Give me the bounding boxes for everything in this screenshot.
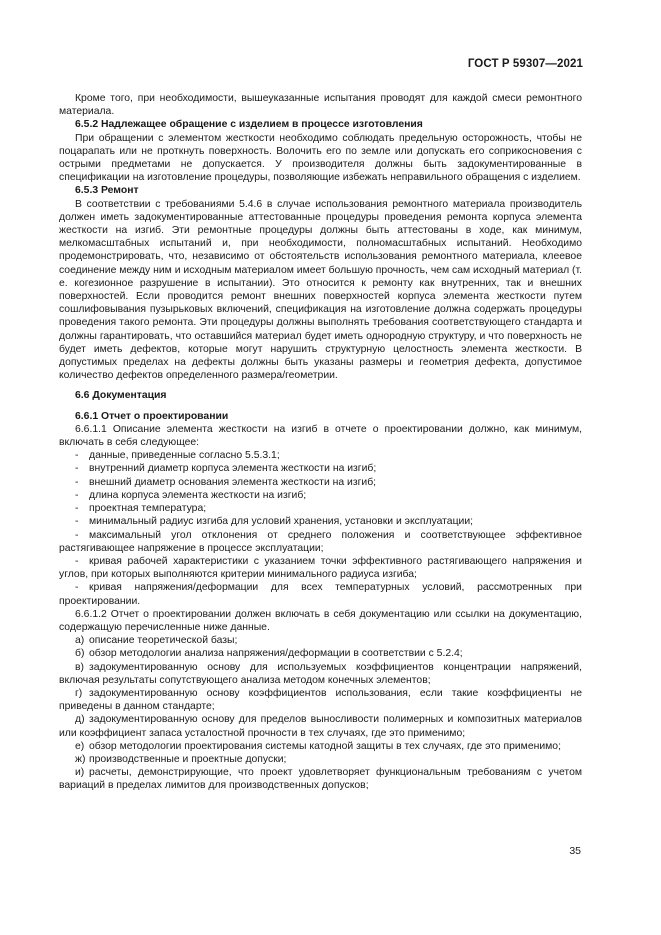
list-item-text: обзор методологии проектирования системы катодной защиты в тех случаях, где это применимо; (89, 740, 561, 752)
list-marker: д) (75, 714, 85, 726)
list-item-text: описание теоретической базы; (89, 635, 238, 647)
list-item (59, 489, 582, 502)
list-item-text: проектная температура; (89, 503, 207, 515)
list-marker: е) (75, 740, 85, 752)
page-content (59, 92, 582, 793)
list-item (59, 581, 582, 607)
list-item (59, 462, 582, 475)
page-number: 35 (569, 845, 581, 857)
list-marker: г) (75, 687, 83, 699)
list-marker: - (75, 503, 79, 515)
list-item-text: кривая рабочей характеристики с указанием точки эффективного растягивающего напряжения и углов, при которых выполняются критерии минимального радиуса изгиба; (59, 555, 582, 581)
list-item-text: кривая напряжения/деформации для всех температурных условий, рассмотренных при проектировании. (59, 582, 582, 607)
paragraph: 6.6.1.1 Описание элемента жесткости на изгиб в отчете о проектировании должно, как минимум, включать в себя следующее: (59, 423, 582, 449)
list-item (59, 476, 582, 489)
list-item-text: внутренний диаметр корпуса элемента жесткости на изгиб; (89, 463, 377, 475)
list-item-text: длина корпуса элемента жесткости на изгиб; (89, 489, 307, 501)
subsection-heading: 6.5.2 Надлежащее обращение с изделием в процессе изготовления (75, 119, 423, 131)
list-item-text: максимальный угол отклонения от среднего положения и соответствующее эффективное растягивающее напряжение в процессе эксплуатации; (59, 529, 582, 554)
list-item-text: расчеты, демонстрирующие, что проект удовлетворяет функциональным требованиям с учетом вариаций в пределах лимитов для производственных допусков; (59, 767, 582, 792)
list-item-text: данные, приведенные согласно 5.5.3.1; (89, 450, 280, 462)
list-marker: а) (75, 635, 85, 647)
list-item (59, 687, 582, 713)
list-marker: - (75, 516, 79, 528)
list-item (59, 713, 582, 739)
section-heading: 6.6 Документация (75, 390, 167, 402)
paragraph: Кроме того, при необходимости, вышеуказанные испытания проводят для каждой смеси ремонтного материала. (59, 93, 582, 118)
subsection-heading: 6.6.1 Отчет о проектировании (75, 410, 229, 422)
paragraph: При обращении с элементом жесткости необходимо соблюдать предельную осторожность, чтобы не поцарапать или не проткнуть поверхность. Волочить его по земле или допускать его соприкосновения с острыми предметами не допускается. У производителя должны быть задокументированные в спецификации на изготовление процедуры, позволяющие избежать неправильного обращения с изделием. (59, 132, 582, 184)
list-item-text: внешний диаметр основания элемента жесткости на изгиб; (89, 476, 377, 488)
subsection-heading: 6.5.3 Ремонт (75, 185, 139, 197)
paragraph: 6.6.1.2 Отчет о проектировании должен включать в себя документацию или ссылки на документацию, содержащую перечисленные ниже данные. (59, 608, 582, 633)
list-item-text: задокументированную основу для пределов выносливости полимерных и композитных материалов или коэффициент запаса усталостной прочности в тех случаях, где это применимо; (59, 714, 582, 739)
list-item-text: обзор методологии анализа напряжения/деформации в соответствии с 5.2.4; (89, 648, 463, 660)
standard-header: ГОСТ Р 59307—2021 (467, 58, 583, 70)
list-item (59, 529, 582, 555)
list-marker: - (75, 555, 79, 567)
list-marker: - (75, 463, 79, 475)
list-item (59, 766, 582, 792)
list-marker: - (75, 450, 79, 462)
list-item (59, 555, 582, 581)
list-marker: б) (75, 648, 85, 660)
list-item (59, 515, 582, 528)
list-marker: - (75, 476, 79, 488)
list-marker: - (75, 582, 79, 594)
list-marker: в) (75, 661, 84, 673)
list-marker: - (75, 489, 79, 501)
list-marker: - (75, 529, 79, 541)
paragraph: В соответствии с требованиями 5.4.6 в случае использования ремонтного материала производитель должен иметь задокументированные аттестованные процедуры проведения ремонта корпуса элемента жесткости на изгиб. Эти ремонтные процедуры должны быть аттестованы в ходе, как минимум, мелкомасштабных испытаний и, при необходимости, полномасштабных испытаний. Необходимо продемонстрировать, что, независимо от обстоятельств использования ремонтного материала, клеевое соединение между ним и исходным материалом имеет большую прочность, чем сам исходный материал (т. е. когезионное разрушение в испытании). Это относится к ремонту как внутренних, так и внешних поверхностей. Если проводится ремонт внешних поверхностей корпуса элемента жесткости путем сошлифовывания пузырьковых включений, спецификация на изготовление должна содержать процедуры проведения такого ремонта. Эти процедуры должны выполнять требования соответствующего стандарта и должны гарантировать, что оставшийся материал будет иметь однородную структуру, и что поверхность не будет иметь дефектов, которые могут нарушить структурную целостность элемента жесткости. В допустимых пределах на дефекты должны быть указаны размеры и геометрия дефекта, допустимое количество дефектов определенного размера/геометрии. (59, 198, 583, 382)
list-item (59, 449, 582, 462)
list-item-text: производственные и проектные допуски; (89, 753, 287, 765)
list-item (59, 661, 582, 687)
list-item (59, 502, 582, 515)
list-item-text: задокументированную основу коэффициентов использования, если такие коэффициенты не приведены в данном стандарте; (59, 687, 582, 713)
list-item-text: минимальный радиус изгиба для условий хранения, установки и эксплуатации; (89, 516, 474, 528)
list-item (59, 740, 582, 753)
list-marker: ж) (75, 753, 86, 765)
list-item (59, 634, 582, 647)
list-item-text: задокументированную основу для используемых коэффициентов концентрации напряжений, включая результаты сопутствующего анализа методом конечных элементов; (59, 661, 582, 686)
list-marker: и) (75, 767, 85, 779)
list-item (59, 753, 582, 766)
list-item (59, 647, 582, 660)
